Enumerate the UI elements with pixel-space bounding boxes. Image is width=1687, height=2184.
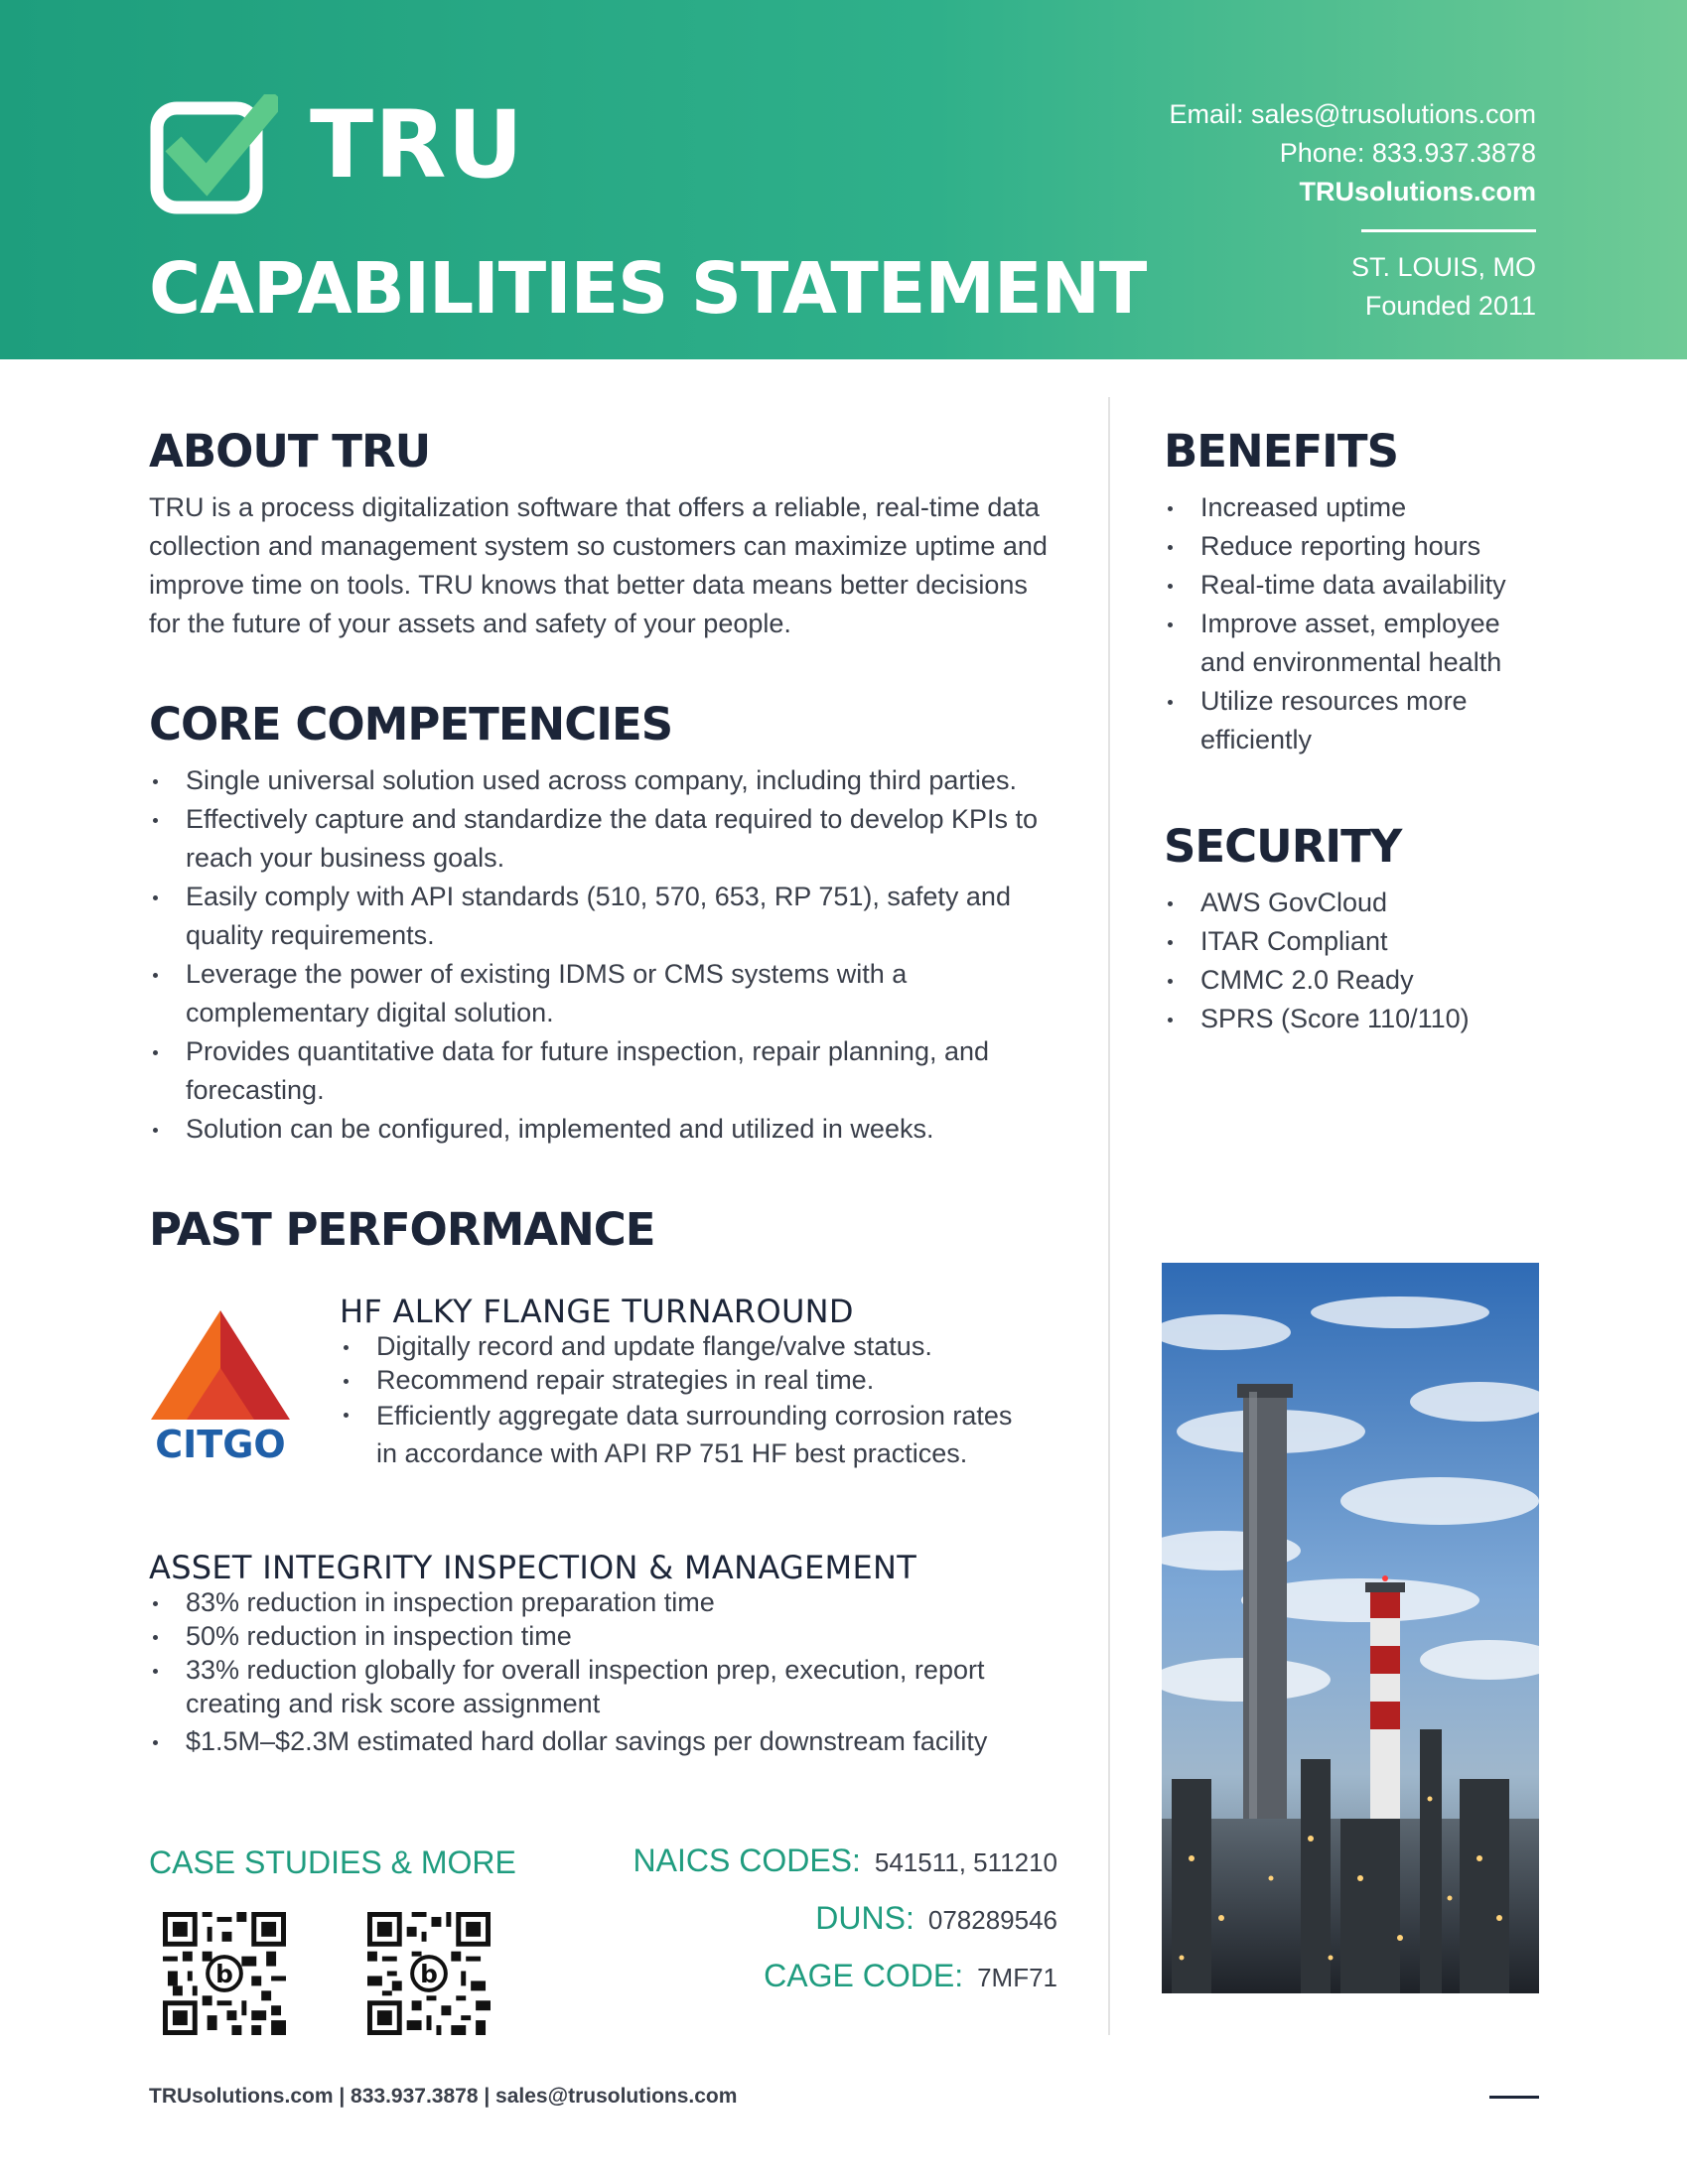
security-list	[1164, 884, 1561, 1038]
item-text: creating and risk score assignment	[186, 1689, 601, 1718]
list-item	[1164, 488, 1561, 527]
list-item	[149, 878, 1082, 955]
core-competencies-heading: CORE COMPETENCIES	[149, 698, 673, 751]
about-line: improve time on tools. TRU knows that better data means better decisions	[149, 570, 1028, 600]
naics-label: NAICS CODES:	[633, 1843, 861, 1878]
item-text: efficiently	[1200, 725, 1313, 754]
checkbox-logo-icon	[149, 94, 278, 223]
list-item	[340, 1397, 1074, 1472]
item-text: Provides quantitative data for future inspection, repair planning, and	[186, 1036, 990, 1066]
founded-year: Founded 2011	[1364, 291, 1536, 321]
about-heading: ABOUT TRU	[149, 425, 431, 478]
column-divider	[1108, 397, 1110, 2035]
item-text: AWS GovCloud	[1200, 887, 1388, 917]
project-hf-alky-list	[340, 1329, 1074, 1472]
item-text: Utilize resources more	[1200, 686, 1468, 716]
item-text: 83% reduction in inspection preparation time	[186, 1587, 715, 1617]
item-text: Increased uptime	[1200, 492, 1407, 522]
location-city: ST. LOUIS, MO	[1350, 252, 1536, 282]
item-text: 50% reduction in inspection time	[186, 1621, 572, 1651]
list-item	[1164, 884, 1561, 922]
contact-website[interactable]: TRUsolutions.com	[1299, 177, 1536, 206]
list-item	[1164, 1000, 1561, 1038]
naics-value: 541511, 511210	[874, 1847, 1057, 1877]
item-text: SPRS (Score 110/110)	[1200, 1004, 1470, 1033]
contact-phone[interactable]: Phone: 833.937.3878	[1279, 138, 1536, 168]
list-item	[340, 1329, 1074, 1363]
refinery-photo	[1162, 1263, 1539, 1993]
case-studies-label[interactable]: CASE STUDIES & MORE	[149, 1844, 516, 1880]
list-item	[149, 1619, 1082, 1653]
item-text: CMMC 2.0 Ready	[1200, 965, 1414, 995]
list-item	[149, 1653, 1082, 1720]
list-item	[1164, 922, 1561, 961]
qr-code-icon[interactable]	[367, 1912, 491, 2035]
benefits-list	[1164, 488, 1561, 759]
page-title: CAPABILITIES STATEMENT	[149, 247, 1147, 330]
duns-label: DUNS:	[815, 1900, 914, 1936]
cage-code	[764, 1958, 1057, 1994]
item-text: Improve asset, employee	[1200, 609, 1500, 638]
item-text: Real-time data availability	[1200, 570, 1506, 600]
location-block	[1351, 248, 1536, 326]
about-line: for the future of your assets and safety of your people.	[149, 609, 791, 638]
list-item	[149, 800, 1082, 878]
logo-wordmark: TRU	[310, 91, 524, 200]
item-text: Efficiently aggregate data surrounding corrosion rates	[376, 1401, 1013, 1431]
qr-code-icon[interactable]	[163, 1912, 286, 2035]
security-heading: SECURITY	[1164, 820, 1402, 873]
core-competencies-list	[149, 761, 1082, 1149]
item-text: 33% reduction globally for overall inspection prep, execution, report	[186, 1655, 985, 1685]
citgo-wordmark: CITGO	[155, 1423, 286, 1462]
about-paragraph	[149, 488, 1082, 643]
item-text: Effectively capture and standardize the data required to develop KPIs to	[186, 804, 1039, 834]
list-item	[1164, 527, 1561, 566]
list-item	[149, 1724, 1082, 1758]
item-text: ITAR Compliant	[1200, 926, 1388, 956]
project-title: ASSET INTEGRITY INSPECTION & MANAGEMENT	[149, 1549, 917, 1586]
item-text: Recommend repair strategies in real time.	[376, 1365, 875, 1395]
list-item	[340, 1363, 1074, 1397]
list-item	[1164, 961, 1561, 1000]
item-text: Easily comply with API standards (510, 570, 653, RP 751), safety and	[186, 882, 1011, 911]
project-asset-integrity-list	[149, 1585, 1082, 1758]
item-text: and environmental health	[1200, 647, 1502, 677]
about-line: collection and management system so customers can maximize uptime and	[149, 531, 1048, 561]
contact-email[interactable]: Email: sales@trusolutions.com	[1169, 99, 1536, 129]
refinery-illustration	[1162, 1263, 1539, 1993]
contact-divider	[1361, 229, 1536, 232]
benefits-heading: BENEFITS	[1164, 425, 1399, 478]
list-item	[149, 1032, 1082, 1110]
svg-text:b: b	[215, 1959, 233, 1988]
item-text: Reduce reporting hours	[1200, 531, 1481, 561]
list-item	[149, 1585, 1082, 1619]
svg-text:b: b	[420, 1959, 438, 1988]
item-text: complementary digital solution.	[186, 998, 554, 1027]
duns-number	[815, 1900, 1057, 1937]
list-item	[1164, 566, 1561, 605]
item-text: Digitally record and update flange/valve status.	[376, 1331, 932, 1361]
project-title: HF ALKY FLANGE TURNAROUND	[340, 1293, 854, 1330]
header-banner	[0, 0, 1687, 359]
duns-value: 078289546	[927, 1905, 1057, 1935]
list-item	[1164, 682, 1561, 759]
item-text: Single universal solution used across company, including third parties.	[186, 765, 1017, 795]
about-line: TRU is a process digitalization software that offers a reliable, real-time data	[149, 492, 1040, 522]
list-item	[149, 761, 1082, 800]
cage-label: CAGE CODE:	[764, 1958, 964, 1993]
citgo-logo	[149, 1308, 292, 1462]
item-text: Leverage the power of existing IDMS or CMS systems with a	[186, 959, 908, 989]
item-text: in accordance with API RP 751 HF best practices.	[376, 1438, 968, 1468]
contact-block	[1169, 95, 1536, 211]
list-item	[149, 1110, 1082, 1149]
naics-codes	[633, 1843, 1057, 1879]
footer-contact: TRUsolutions.com | 833.937.3878 | sales@trusolutions.com	[149, 2085, 738, 2108]
cage-value: 7MF71	[977, 1963, 1057, 1992]
past-performance-heading: PAST PERFORMANCE	[149, 1203, 655, 1256]
footer-rule	[1489, 2096, 1539, 2099]
list-item	[149, 955, 1082, 1032]
list-item	[1164, 605, 1561, 682]
item-text: forecasting.	[186, 1075, 325, 1105]
item-text: Solution can be configured, implemented and utilized in weeks.	[186, 1114, 934, 1144]
item-text: $1.5M–$2.3M estimated hard dollar savings per downstream facility	[186, 1726, 988, 1756]
item-text: reach your business goals.	[186, 843, 505, 873]
item-text: quality requirements.	[186, 920, 435, 950]
